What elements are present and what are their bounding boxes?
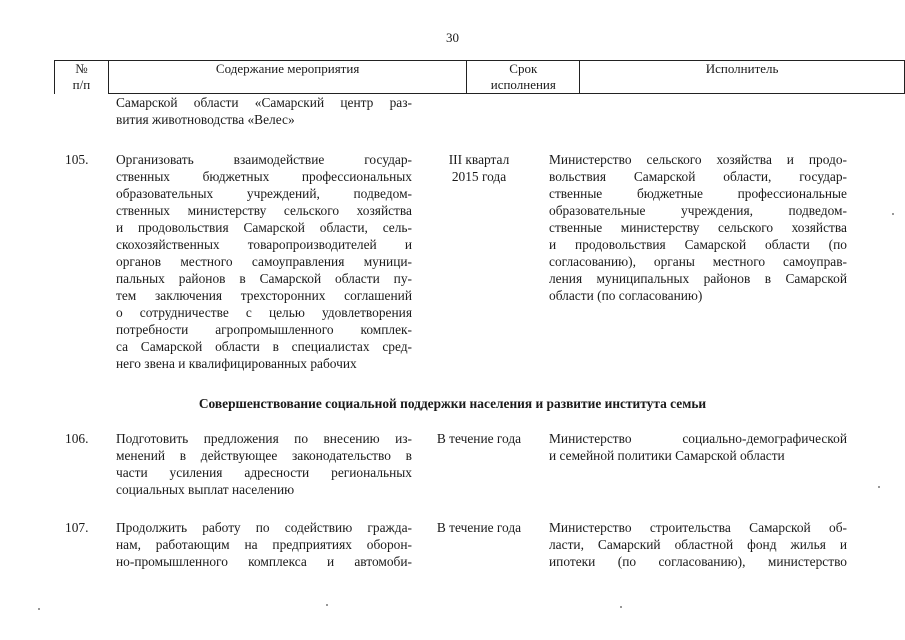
scan-speck [892, 213, 894, 215]
header-content-label: Содержание мероприятия [215, 61, 360, 76]
row-number: 105. [65, 152, 89, 167]
term-line: III квартал [448, 152, 510, 167]
continuation-content [116, 94, 412, 128]
scan-speck [878, 486, 880, 488]
term-line: В течение года [436, 431, 522, 446]
row-executor [549, 519, 847, 570]
text-line: Организовать взаимодействие государ- [116, 152, 412, 167]
header-content [108, 61, 467, 94]
row-executor [549, 151, 847, 304]
text-line: социальных выплат населению [116, 482, 295, 497]
text-line: вольствия Самарской области, государ- [549, 169, 847, 184]
text-line: о сотрудничестве с целью удовлетворения [116, 305, 412, 320]
text-line: Самарской области «Самарский центр раз- [116, 95, 412, 110]
table-header [54, 60, 905, 94]
text-line: ственные министерству сельского хозяйства [549, 220, 847, 235]
text-line: ственных министерству сельского хозяйства [116, 203, 412, 218]
text-line: но-промышленного комплекса и автомоби- [116, 554, 412, 569]
row-term [420, 519, 538, 536]
row-content [116, 151, 412, 372]
text-line: Министерство сельского хозяйства и продо- [549, 152, 847, 167]
text-line: области (по согласованию) [549, 288, 703, 303]
text-line: тем заключения трехсторонних соглашений [116, 288, 412, 303]
text-line: менений в действующее законодательство в [116, 448, 412, 463]
section-title: Совершенствование социальной поддержки населения и развитие института семьи [198, 396, 707, 411]
text-line: образовательные учреждения, подведом- [549, 203, 847, 218]
text-line: потребности агропромышленного комплек- [116, 322, 412, 337]
row-executor [549, 430, 847, 464]
text-line: и продовольствия Самарской области, сель- [116, 220, 412, 235]
text-line: скохозяйственных товаропроизводителей и [116, 237, 412, 252]
text-line: ственных бюджетных профессиональных [116, 169, 412, 184]
row-content [116, 519, 412, 570]
header-term-line2: исполнения [490, 77, 556, 92]
text-line: части усиления адресности региональных [116, 465, 412, 480]
text-line: Министерство строительства Самарской об- [549, 520, 847, 535]
text-line: Продолжить работу по содействию гражда- [116, 520, 412, 535]
text-line: Подготовить предложения по внесению из- [116, 431, 412, 446]
scan-speck [620, 606, 622, 608]
text-line: ипотеки (по согласованию), министерство [549, 554, 847, 569]
header-num-line2: п/п [72, 77, 91, 92]
text-line: и семейной политики Самарской области [549, 448, 785, 463]
text-line: и продовольствия Самарской области (по [549, 237, 847, 252]
header-executor [580, 61, 905, 94]
row-number: 107. [65, 520, 89, 535]
header-term [467, 61, 580, 94]
row-term [420, 430, 538, 447]
text-line: Министерство социально-демографической [549, 431, 847, 446]
header-term-line1: Срок [509, 61, 538, 76]
text-line: са Самарской области в специалистах сред- [116, 339, 412, 354]
term-line: В течение года [436, 520, 522, 535]
text-line: ления муниципальных районов в Самарской [549, 271, 847, 286]
page-number: 30 [446, 30, 459, 45]
text-line: вития животноводства «Велес» [116, 112, 295, 127]
text-line: согласованию), органы местного самоуправ- [549, 254, 847, 269]
text-line: органов местного самоуправления муници- [116, 254, 412, 269]
text-line: образовательных учреждений, подведом- [116, 186, 412, 201]
text-line: ственные бюджетные профессиональные [549, 186, 847, 201]
header-num [55, 61, 109, 94]
row-content [116, 430, 412, 498]
text-line: нам, работающим на предприятиях оборон- [116, 537, 412, 552]
term-line: 2015 года [451, 169, 507, 184]
text-line: ласти, Самарский областной фонд жилья и [549, 537, 847, 552]
text-line: пальных районов в Самарской области пу- [116, 271, 412, 286]
scan-speck [38, 608, 40, 610]
scan-speck [326, 604, 328, 606]
row-number: 106. [65, 431, 89, 446]
header-num-line1: № [75, 61, 88, 76]
text-line: него звена и квалифицированных рабочих [116, 356, 357, 371]
row-term [420, 151, 538, 185]
header-executor-label: Исполнитель [705, 61, 779, 76]
